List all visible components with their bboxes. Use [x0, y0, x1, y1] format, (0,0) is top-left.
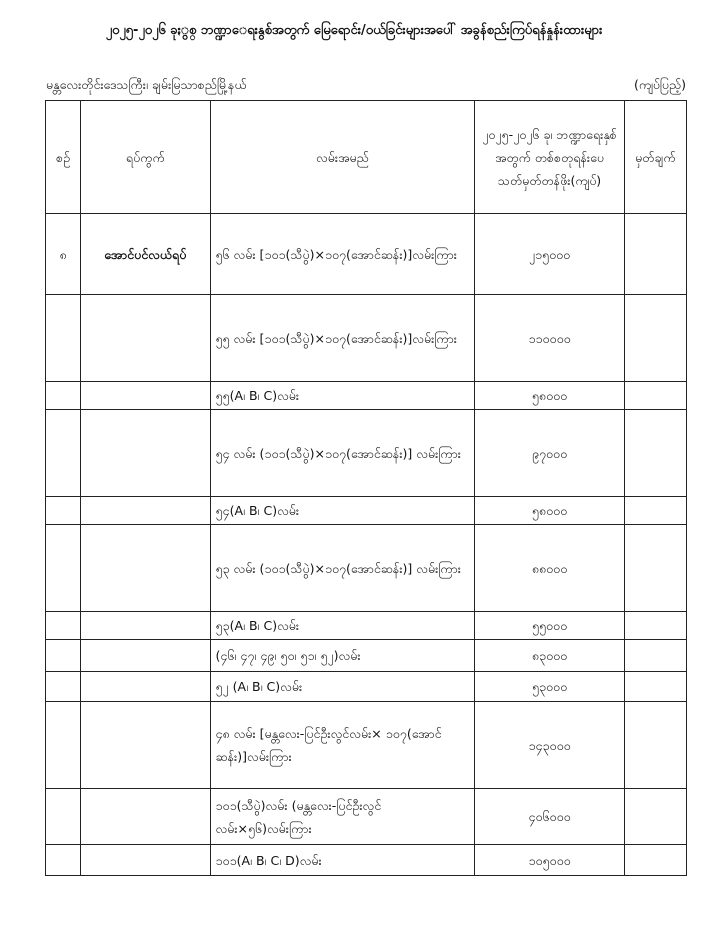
table-row [46, 640, 687, 672]
table-row [46, 845, 687, 876]
row-remark [624, 410, 686, 497]
row-no [46, 497, 81, 525]
header-no: စဉ် [46, 101, 81, 214]
row-no [46, 702, 81, 789]
table-row [46, 702, 687, 789]
row-price: ၅၅၀၀၀ [475, 612, 624, 640]
table-header-row [46, 101, 687, 214]
row-street: ၄၈ လမ်း [မန္တလေး-ပြင်ဦးလွင်လမ်း× ၁၀၇(အောင်ဆန်း)]လမ်းကြား [210, 702, 475, 789]
header-street: လမ်းအမည် [210, 101, 475, 214]
header-ward: ရပ်ကွက် [81, 101, 210, 214]
row-ward [81, 295, 210, 382]
row-price: ၁၄၃၀၀၀ [475, 702, 624, 789]
row-remark [624, 382, 686, 410]
row-street: ၅၃(A၊ B၊ C)လမ်း [210, 612, 475, 640]
row-remark [624, 672, 686, 702]
row-no [46, 525, 81, 612]
row-no: ၈ [46, 214, 81, 295]
row-price: ၉၇၀၀၀ [475, 410, 624, 497]
row-remark [624, 525, 686, 612]
row-remark [624, 214, 686, 295]
table-row [46, 672, 687, 702]
table-row [46, 214, 687, 295]
row-remark [624, 497, 686, 525]
row-ward [81, 789, 210, 845]
row-street: ၁၀၁(သီပွဲ)လမ်း (မန္တလေး-ပြင်ဦးလွင်လမ်း×၅၆)လမ်းကြား [210, 789, 475, 845]
row-ward [81, 640, 210, 672]
row-ward [81, 525, 210, 612]
row-street: (၄၆၊ ၄၇၊ ၄၉၊ ၅၀၊ ၅၁၊ ၅၂)လမ်း [210, 640, 475, 672]
row-street: ၅၅ လမ်း [၁၀၁(သီပွဲ)×၁၀၇(အောင်ဆန်း)]လမ်းကြား [210, 295, 475, 382]
row-no [46, 295, 81, 382]
row-remark [624, 789, 686, 845]
row-ward [81, 612, 210, 640]
row-price: ၈၈၀၀၀ [475, 525, 624, 612]
row-remark [624, 295, 686, 382]
table-row [46, 382, 687, 410]
table-row [46, 410, 687, 497]
row-ward [81, 497, 210, 525]
row-ward [81, 382, 210, 410]
row-price: ၈၃၀၀၀ [475, 640, 624, 672]
row-no [46, 672, 81, 702]
table-row [46, 789, 687, 845]
rates-table [45, 100, 687, 876]
table-row [46, 612, 687, 640]
table-row [46, 497, 687, 525]
row-ward [81, 845, 210, 876]
row-price: ၁၀၅၀၀၀ [475, 845, 624, 876]
row-ward [81, 410, 210, 497]
document-title: ၂၀၂၅-၂၀၂၆ ခုႏွစ္ ဘဏ္ဍာေရးနွစ်အတွက် မြေရောင်း/ဝယ်ခြင်းများအပေါ် အခွန်စည်းကြပ်ရန်နှုန်းထားများ [105, 23, 603, 38]
header-remark: မှတ်ချက် [624, 101, 686, 214]
row-street: ၁၀၁(A၊ B၊ C၊ D)လမ်း [210, 845, 475, 876]
row-remark [624, 845, 686, 876]
row-street: ၅၄ လမ်း (၁၀၁(သီပွဲ)×၁၀၇(အောင်ဆန်း)] လမ်းကြား [210, 410, 475, 497]
row-no [46, 640, 81, 672]
row-street: ၅၅(A၊ B၊ C)လမ်း [210, 382, 475, 410]
row-no [46, 410, 81, 497]
row-no [46, 789, 81, 845]
row-price: ၅၈၀၀၀ [475, 382, 624, 410]
row-remark [624, 702, 686, 789]
row-no [46, 612, 81, 640]
header-price: ၂၀၂၅-၂၀၂၆ ခု၊ ဘဏ္ဍာရေးနှစ်အတွက် တစ်စတုရန်းပေ သတ်မှတ်တန်ဖိုး(ကျပ်) [475, 101, 624, 214]
table-row [46, 525, 687, 612]
row-price: ၄၀၆၀၀၀ [475, 789, 624, 845]
unit-label: (ကျပ်ပြည့်) [633, 77, 686, 92]
row-ward: အောင်ပင်လယ်ရပ် [81, 214, 210, 295]
row-no [46, 382, 81, 410]
row-street: ၅၃ လမ်း (၁၀၁(သီပွဲ)×၁၀၇(အောင်ဆန်း)] လမ်းကြား [210, 525, 475, 612]
row-price: ၅၈၀၀၀ [475, 497, 624, 525]
row-remark [624, 612, 686, 640]
row-ward [81, 672, 210, 702]
row-street: ၅၄(A၊ B၊ C)လမ်း [210, 497, 475, 525]
row-ward [81, 702, 210, 789]
table-row [46, 295, 687, 382]
row-street: ၅၂ (A၊ B၊ C)လမ်း [210, 672, 475, 702]
row-street: ၅၆ လမ်း [၁၀၁(သီပွဲ)×၁၀၇(အောင်ဆန်း)]လမ်းကြား [210, 214, 475, 295]
row-price: ၅၃၀၀၀ [475, 672, 624, 702]
subtitle-row [46, 74, 686, 96]
row-price: ၂၁၅၀၀၀ [475, 214, 624, 295]
row-remark [624, 640, 686, 672]
region-label: မန္တလေးတိုင်းဒေသကြီး၊ ချမ်းမြသာစည်မြို့နယ် [46, 77, 247, 92]
row-no [46, 845, 81, 876]
row-price: ၁၁၀၀၀၀ [475, 295, 624, 382]
